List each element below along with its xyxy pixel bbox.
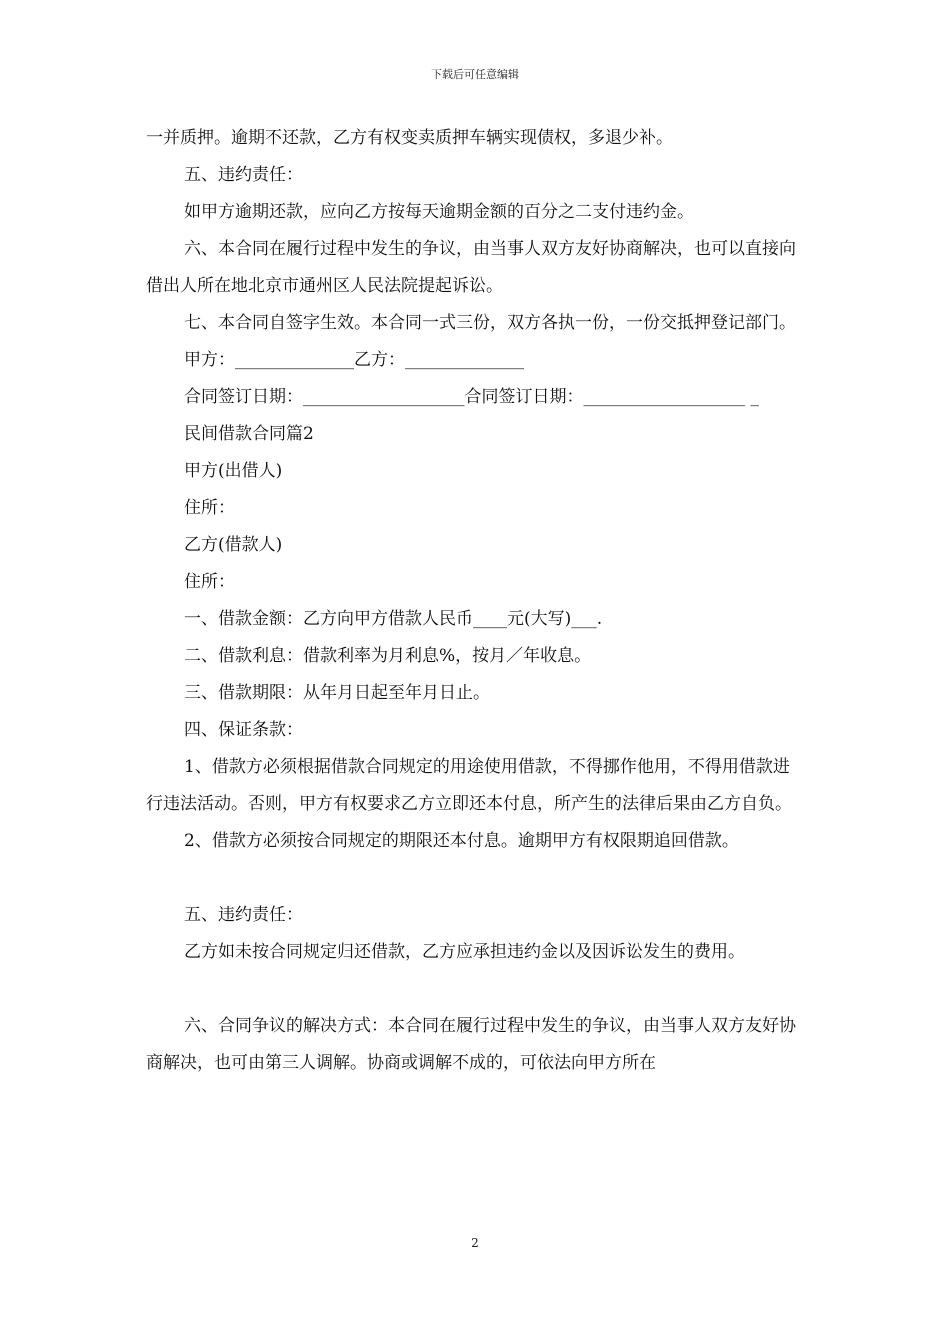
paragraph: 1、借款方必须根据借款合同规定的用途使用借款，不得挪作他用，不得用借款进行违法活动。否则，甲方有权要求乙方立即还本付息，所产生的法律后果由乙方自负。 bbox=[146, 757, 792, 814]
section-heading: 五、违约责任： bbox=[184, 165, 303, 185]
party-b-address: 住所： bbox=[184, 572, 235, 592]
paragraph: 七、本合同自签字生效。本合同一式三份，双方各执一份，一份交抵押登记部门。 bbox=[184, 313, 796, 333]
clause-interest: 二、借款利息：借款利率为月利息%，按月／年收息。 bbox=[184, 646, 592, 666]
page-number: 2 bbox=[471, 1236, 479, 1250]
party-a-label: 甲方(出借人) bbox=[184, 461, 283, 481]
section-heading: 五、违约责任： bbox=[184, 905, 303, 925]
paragraph: 如甲方逾期还款，应向乙方按每天逾期金额的百分之二支付违约金。 bbox=[184, 202, 694, 222]
spacer bbox=[146, 860, 806, 897]
clause-loan-amount: 一、借款金额：乙方向甲方借款人民币____元(大写)___. bbox=[184, 609, 603, 629]
page-header: 下载后可任意编辑 bbox=[431, 68, 519, 81]
paragraph: 六、合同争议的解决方式：本合同在履行过程中发生的争议，由当事人双方友好协商解决，也可由第三人调解。协商或调解不成的，可依法向甲方所在 bbox=[146, 1016, 796, 1073]
party-a-address: 住所： bbox=[184, 498, 235, 518]
document-body bbox=[146, 120, 806, 1082]
clause-term: 三、借款期限：从年月日起至年月日止。 bbox=[184, 683, 490, 703]
spacer bbox=[146, 971, 806, 1008]
contract-title: 民间借款合同篇2 bbox=[184, 424, 314, 444]
paragraph: 六、本合同在履行过程中发生的争议，由当事人双方友好协商解决，也可以直接向借出人所在地北京市通州区人民法院提起诉讼。 bbox=[146, 239, 796, 296]
paragraph: 乙方如未按合同规定归还借款，乙方应承担违约金以及因诉讼发生的费用。 bbox=[184, 942, 745, 962]
signing-date-line: 合同签订日期：___________________合同签订日期：___________________ _ bbox=[184, 387, 759, 407]
party-b-label: 乙方(借款人) bbox=[184, 535, 283, 555]
paragraph: 2、借款方必须按合同规定的期限还本付息。逾期甲方有权限期追回借款。 bbox=[184, 831, 739, 851]
signature-line: 甲方：______________乙方：______________ bbox=[184, 350, 524, 370]
paragraph: 一并质押。逾期不还款，乙方有权变卖质押车辆实现债权，多退少补。 bbox=[146, 128, 673, 148]
section-heading: 四、保证条款： bbox=[184, 720, 303, 740]
